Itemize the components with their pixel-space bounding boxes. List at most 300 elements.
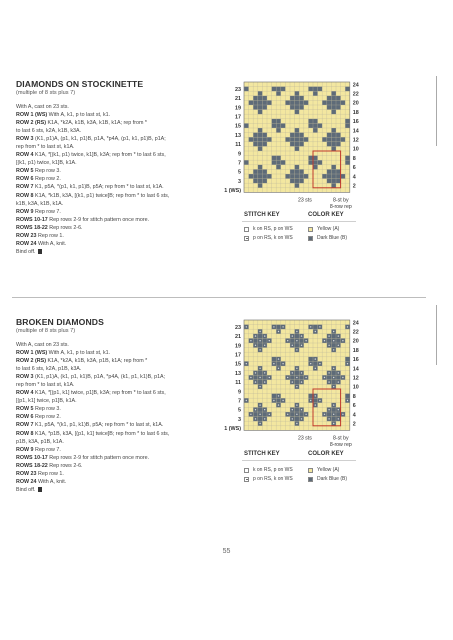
chart-cell-blue <box>258 128 263 133</box>
purl-dot-icon <box>246 363 247 364</box>
row-label: ROW 24 <box>16 478 37 485</box>
chart-cell-blue <box>299 133 304 138</box>
chart-cell-blue <box>322 100 327 105</box>
chart-cell-blue <box>262 133 267 138</box>
chart-cell-blue <box>258 183 263 188</box>
row-label: ROWS 18-22 <box>16 462 48 469</box>
chart-cell-blue <box>299 96 304 101</box>
purl-dot-icon <box>292 345 293 346</box>
purl-dot-icon <box>347 363 348 364</box>
row-number-left: 7 <box>238 398 241 405</box>
chart-cell-blue <box>331 146 336 151</box>
purl-dot-icon <box>278 358 279 359</box>
chart-cell-blue <box>253 174 258 179</box>
row-text: Rep row 1. <box>36 232 64 239</box>
chart-cell-blue <box>249 100 254 105</box>
purl-dot-icon <box>296 340 297 341</box>
row-number-right: 16 <box>352 357 359 364</box>
row-label: ROW 2 (RS) <box>16 120 46 127</box>
row-number-left: 3 <box>238 416 241 423</box>
chart-cell-blue <box>304 137 309 142</box>
chart-cell-blue <box>258 96 263 101</box>
chart-cell-blue <box>267 100 272 105</box>
row-text: Rep row 7. <box>33 446 61 453</box>
row-text: K1A, *p1B, k3A, [(p1, k1] twice]B; rep from * to last 6 sts, <box>33 430 170 437</box>
chart-cell-blue <box>295 105 300 110</box>
row-number-left: 3 <box>238 178 241 185</box>
chart-cell-blue <box>267 137 272 142</box>
purl-dot-icon <box>259 386 260 387</box>
chart-cell-blue <box>336 142 341 147</box>
purl-dot-icon <box>292 409 293 410</box>
chart-cell-blue <box>313 128 318 133</box>
row-number-right: 10 <box>352 384 359 391</box>
chart-cell-blue <box>336 179 341 184</box>
purl-dot-icon <box>296 349 297 350</box>
purl-dot-icon <box>328 345 329 346</box>
chart-cell-blue <box>336 100 341 105</box>
color-key-item: Yellow (A) <box>308 226 339 232</box>
purl-dot-icon <box>282 363 283 364</box>
row-number-left: 19 <box>235 343 241 350</box>
chart-cell-blue <box>331 174 336 179</box>
instruction-line <box>16 438 220 446</box>
chart-cell-blue <box>253 169 258 174</box>
chart-cell-blue <box>276 156 281 161</box>
chart-cell-blue <box>290 137 295 142</box>
chart-cell-blue <box>331 128 336 133</box>
color-swatch-blue <box>308 236 313 241</box>
chart-cell-blue <box>313 398 318 403</box>
chart-cell-blue <box>262 142 267 147</box>
knitting-chart <box>212 74 357 214</box>
chart-cell-blue <box>258 146 263 151</box>
purl-dot-icon <box>338 381 339 382</box>
purl-dot-icon <box>250 340 251 341</box>
row-text: Rep rows 2-9 for stitch pattern once more. <box>47 216 150 223</box>
row-number-right: 2 <box>352 421 356 428</box>
instruction-line <box>16 373 220 381</box>
purl-dot-icon <box>259 423 260 424</box>
row-label: ROWS 10-17 <box>16 454 48 461</box>
chart-cell-blue <box>331 133 336 138</box>
row-text: Rep row 3. <box>33 406 61 413</box>
purl-dot-icon <box>315 368 316 369</box>
chart-cell-blue <box>262 174 267 179</box>
purl-dot-icon <box>319 363 320 364</box>
chart-cell-blue <box>331 343 336 348</box>
chart-cell-blue <box>276 123 281 128</box>
row-number-left: 9 <box>238 151 241 158</box>
purl-dot-icon <box>310 400 311 401</box>
row-number-left: 21 <box>235 334 241 341</box>
row-text: to last 6 sts, k2A, k1B, k3A. <box>16 128 82 135</box>
chart-cell-blue <box>253 412 258 417</box>
chart-cell-blue <box>341 100 346 105</box>
instruction-line <box>16 397 220 405</box>
chart-cell-blue <box>331 142 336 147</box>
chart-cell-blue <box>258 91 263 96</box>
row-text: rep from * to last st, k1A. <box>16 382 75 389</box>
row-number-left: 23 <box>235 324 241 331</box>
purl-dot-icon <box>255 381 256 382</box>
row-label: ROW 5 <box>16 406 34 413</box>
row-label: ROW 1 (WS) <box>16 350 48 357</box>
chart-cell-blue <box>276 160 281 165</box>
row-number-left: 17 <box>235 352 241 359</box>
row-number-left: 13 <box>235 132 241 139</box>
purl-dot-icon <box>250 414 251 415</box>
purl-dot-icon <box>301 335 302 336</box>
purl-dot-icon <box>259 331 260 332</box>
row-label: ROW 8 <box>16 430 34 437</box>
purl-dot-icon <box>333 331 334 332</box>
row-text: (K1, p1)A, (p1, k1, p1)B, p1A, *p4A, (p1, k1, p1)B, p1A; <box>33 136 166 143</box>
chart-cell-blue <box>313 87 318 92</box>
row-label: ROW 5 <box>16 168 34 175</box>
purl-dot-icon <box>264 335 265 336</box>
purl-dot-icon <box>301 345 302 346</box>
color-key-heading: COLOR KEY <box>308 212 344 218</box>
purl-dot-icon <box>342 340 343 341</box>
chart-cell-blue <box>336 96 341 101</box>
row-number-left: 9 <box>238 389 241 396</box>
chart-cell-blue <box>267 174 272 179</box>
chart-cell-blue <box>327 137 332 142</box>
end-mark-icon <box>38 249 43 254</box>
row-label: ROW 3 <box>16 374 34 381</box>
purl-dot-icon <box>255 372 256 373</box>
chart-cell-blue <box>262 137 267 142</box>
row-number-right: 14 <box>352 366 359 373</box>
chart-cell-blue <box>272 160 277 165</box>
pattern-subtitle: (multiple of 8 sts plus 7) <box>16 328 76 334</box>
purl-dot-icon <box>246 326 247 327</box>
purl-dot-icon <box>278 404 279 405</box>
chart-cell-blue <box>258 165 263 170</box>
row-text: Rep row 3. <box>33 168 61 175</box>
stitch-key-heading: STITCH KEY <box>244 451 280 457</box>
chart-cell-blue <box>299 105 304 110</box>
chart-cell-blue <box>331 183 336 188</box>
stitch-key-heading: STITCH KEY <box>244 212 280 218</box>
chart-cell-blue <box>318 123 323 128</box>
row-number-right: 24 <box>352 82 359 89</box>
chart-cell-blue <box>336 105 341 110</box>
chart-cell-blue <box>308 394 313 399</box>
purl-dot-icon <box>292 418 293 419</box>
purl-dot-icon <box>305 377 306 378</box>
purl-dot-icon <box>342 377 343 378</box>
chart-cell-blue <box>313 361 318 366</box>
row-label: ROWS 18-22 <box>16 224 48 231</box>
purl-dot-icon <box>264 372 265 373</box>
purl-dot-icon <box>324 414 325 415</box>
purl-dot-icon <box>338 345 339 346</box>
purl-dot-icon <box>255 335 256 336</box>
instruction-line <box>16 478 220 486</box>
row-label: ROW 9 <box>16 208 34 215</box>
chart-cell-blue <box>272 87 277 92</box>
chart-cell-blue <box>272 123 277 128</box>
purl-dot-icon <box>324 340 325 341</box>
pattern-instructions <box>16 103 220 256</box>
chart-cell-blue <box>253 105 258 110</box>
purl-dot-icon <box>319 400 320 401</box>
row-number-right: 6 <box>352 403 356 410</box>
purl-dot-icon <box>259 368 260 369</box>
color-key-item: Dark Blue (B) <box>308 235 347 241</box>
chart-cell-blue <box>336 338 341 343</box>
chart-cell-blue <box>258 343 263 348</box>
chart-cell-blue <box>290 169 295 174</box>
chart-cell-blue <box>308 160 313 165</box>
chart-cell-blue <box>258 407 263 412</box>
row-number-left: 13 <box>235 370 241 377</box>
chart-cell-blue <box>253 375 258 380</box>
page-number: 55 <box>222 548 231 555</box>
purl-dot-icon <box>305 340 306 341</box>
chart-cell-blue <box>290 179 295 184</box>
purl-dot-icon <box>333 423 334 424</box>
row-text: K1A, *[(k1, p1) twice, k1]B, k3A; rep from * to last 6 sts, <box>33 152 166 159</box>
purl-dot-icon <box>315 358 316 359</box>
chart-cell-blue <box>313 325 318 330</box>
chart-cell-blue <box>318 160 323 165</box>
chart-cell-blue <box>262 100 267 105</box>
row-number-left: 1 (WS) <box>224 188 241 195</box>
repeat-caption: 8-row rep <box>329 203 352 210</box>
chart-cell-blue <box>262 375 267 380</box>
chart-cell-blue <box>295 334 300 339</box>
row-text: (K1, p1)A, (k1, p1, k1)B, p1A, *p4A, (k1, p1, k1)B, p1A; <box>33 374 166 381</box>
purl-dot-icon <box>333 377 334 378</box>
chart-cell-blue <box>258 133 263 138</box>
row-label: ROW 3 <box>16 136 34 143</box>
chart-cell-blue <box>276 119 281 124</box>
repeat-caption: 8-row rep <box>329 441 352 448</box>
instruction-line <box>16 470 220 478</box>
chart-cell-blue <box>244 123 249 128</box>
chart-cell-blue <box>295 174 300 179</box>
row-text: rep from * to last st, k1A. <box>16 144 75 151</box>
chart-cell-blue <box>299 179 304 184</box>
pattern-title: BROKEN DIAMONDS <box>16 317 104 327</box>
chart-cell-blue <box>295 169 300 174</box>
chart-cell-blue <box>304 174 309 179</box>
row-text: to last 6 sts, k2A, p1B, k3A. <box>16 366 82 373</box>
row-label: ROW 4 <box>16 152 34 159</box>
chart-cell-blue <box>290 133 295 138</box>
purl-dot-icon <box>347 400 348 401</box>
chart-cell-blue <box>331 179 336 184</box>
stitch-key-item: p on RS, k on WS <box>244 235 293 241</box>
purl-dot-icon <box>301 381 302 382</box>
purl-dot-icon <box>282 400 283 401</box>
purl-dot-icon <box>333 368 334 369</box>
color-swatch-yellow <box>308 227 313 232</box>
stitch-count-caption: 23 sts <box>297 197 312 204</box>
row-text: [(p1, k1] twice, p1]B, k1A. <box>16 398 77 405</box>
chart-cell-blue <box>253 100 258 105</box>
row-number-right: 22 <box>352 91 359 98</box>
purl-dot-icon <box>259 340 260 341</box>
instruction-line <box>16 232 220 240</box>
chart-cell-blue <box>295 417 300 422</box>
row-text: With A, knit. <box>36 240 67 247</box>
stitch-count-caption: 23 sts <box>297 435 312 442</box>
chart-cell-blue <box>331 137 336 142</box>
instruction-line <box>16 486 220 494</box>
chart-cell-blue <box>281 87 286 92</box>
row-number-right: 18 <box>352 109 359 116</box>
purl-dot-icon <box>264 345 265 346</box>
chart-cell-blue <box>272 357 277 362</box>
chart-cell-blue <box>276 165 281 170</box>
instruction-line <box>16 151 220 159</box>
chart-cell-blue <box>258 179 263 184</box>
row-text: With A, cast on 23 sts. <box>16 342 69 348</box>
chart-cell-blue <box>295 380 300 385</box>
row-text: K1, p5A, *(p1, k1, p1)B, p5A; rep from * to last st, k1A. <box>33 184 164 191</box>
instruction-line <box>16 159 220 167</box>
purl-dot-icon <box>324 377 325 378</box>
instruction-line <box>16 167 220 175</box>
purl-dot-icon <box>301 418 302 419</box>
row-text: K1, p5A, *(k1, p1, k1)B, p5A; rep from * to last st, k1A. <box>33 422 164 429</box>
purl-dot-icon <box>273 363 274 364</box>
instruction-line <box>16 381 220 389</box>
stitch-key-item: p on RS, k on WS <box>244 476 293 482</box>
row-number-left: 21 <box>235 96 241 103</box>
chart-cell-blue <box>327 105 332 110</box>
chart-cell-blue <box>276 91 281 96</box>
purl-dot-icon <box>246 400 247 401</box>
purl-dot-icon <box>333 404 334 405</box>
row-label: ROW 6 <box>16 414 34 421</box>
row-text: Bind off. <box>16 248 36 255</box>
chart-cell-blue <box>253 179 258 184</box>
row-number-right: 2 <box>352 183 356 190</box>
purl-dot-icon <box>296 404 297 405</box>
chart-cell-blue <box>285 100 290 105</box>
knit-symbol-icon <box>244 468 249 473</box>
row-text: K1A, *k2A, k1B, k3A, p1B, k1A; rep from * <box>45 358 148 365</box>
chart-cell-blue <box>262 105 267 110</box>
purl-dot-icon <box>269 377 270 378</box>
instruction-line <box>16 240 220 248</box>
row-number-right: 20 <box>352 100 359 107</box>
purl-dot-icon <box>315 404 316 405</box>
purl-symbol-icon <box>244 477 249 482</box>
chart-cell-blue <box>295 142 300 147</box>
chart-cell-blue <box>272 156 277 161</box>
chart-cell-blue <box>295 133 300 138</box>
row-number-left: 5 <box>238 169 241 176</box>
color-key-item: Yellow (A) <box>308 467 339 473</box>
row-label: ROWS 10-17 <box>16 216 48 223</box>
key-rule <box>242 221 356 222</box>
page-edge-mark-top <box>436 76 437 146</box>
instruction-line <box>16 208 220 216</box>
chart-cell-blue <box>299 142 304 147</box>
purl-dot-icon <box>315 395 316 396</box>
chart-cell-blue <box>299 137 304 142</box>
row-text: p1B, k3A, p1B, k1A. <box>16 438 64 445</box>
chart-cell-blue <box>345 123 350 128</box>
chart-cell-blue <box>345 119 350 124</box>
instruction-line <box>16 103 220 111</box>
chart-cell-blue <box>331 169 336 174</box>
chart-cell-blue <box>285 137 290 142</box>
chart-cell-blue <box>327 412 332 417</box>
purl-dot-icon <box>259 349 260 350</box>
purl-dot-icon <box>328 418 329 419</box>
chart-cell-blue <box>331 91 336 96</box>
chart-cell-blue <box>295 179 300 184</box>
key-rule <box>242 460 356 461</box>
chart-cell-blue <box>258 169 263 174</box>
knit-symbol-icon <box>244 227 249 232</box>
instruction-line <box>16 216 220 224</box>
chart-cell-blue <box>295 110 300 115</box>
chart-cell-blue <box>258 110 263 115</box>
color-key-item: Dark Blue (B) <box>308 476 347 482</box>
row-text: Rep rows 2-9 for stitch pattern once more. <box>47 454 150 461</box>
color-swatch-yellow <box>308 468 313 473</box>
chart-cell-blue <box>313 165 318 170</box>
purl-dot-icon <box>287 340 288 341</box>
purl-dot-icon <box>255 345 256 346</box>
row-text: With A, knit. <box>36 478 67 485</box>
pattern-instructions <box>16 341 220 494</box>
purl-dot-icon <box>273 400 274 401</box>
instruction-line <box>16 135 220 143</box>
row-text: With A, k1, p to last st, k1. <box>47 112 111 119</box>
instruction-line <box>16 200 220 208</box>
chart-cell-blue <box>258 105 263 110</box>
chart-cell-blue <box>258 417 263 422</box>
chart-cell-blue <box>299 375 304 380</box>
purl-dot-icon <box>333 349 334 350</box>
page-edge-mark-bottom <box>436 305 437 365</box>
chart-cell-blue <box>290 375 295 380</box>
purl-dot-icon <box>296 368 297 369</box>
chart-cell-blue <box>327 338 332 343</box>
row-number-left: 1 (WS) <box>224 426 241 433</box>
instruction-line <box>16 248 220 256</box>
chart-cell-blue <box>327 169 332 174</box>
purl-dot-icon <box>315 331 316 332</box>
chart-cell-blue <box>276 361 281 366</box>
purl-dot-icon <box>333 386 334 387</box>
chart-cell-blue <box>331 417 336 422</box>
purl-dot-icon <box>338 335 339 336</box>
chart-cell-blue <box>322 137 327 142</box>
instruction-line <box>16 183 220 191</box>
chart-cell-blue <box>285 174 290 179</box>
chart-cell-blue <box>295 128 300 133</box>
chart-cell-blue <box>295 165 300 170</box>
row-number-left: 19 <box>235 105 241 112</box>
chart-cell-blue <box>258 334 263 339</box>
chart-cell-blue <box>345 156 350 161</box>
purl-dot-icon <box>264 409 265 410</box>
purl-dot-icon <box>347 326 348 327</box>
chart-cell-blue <box>299 174 304 179</box>
row-text: k1B, k3A, k1B, k1A. <box>16 200 64 207</box>
instruction-line <box>16 127 220 135</box>
